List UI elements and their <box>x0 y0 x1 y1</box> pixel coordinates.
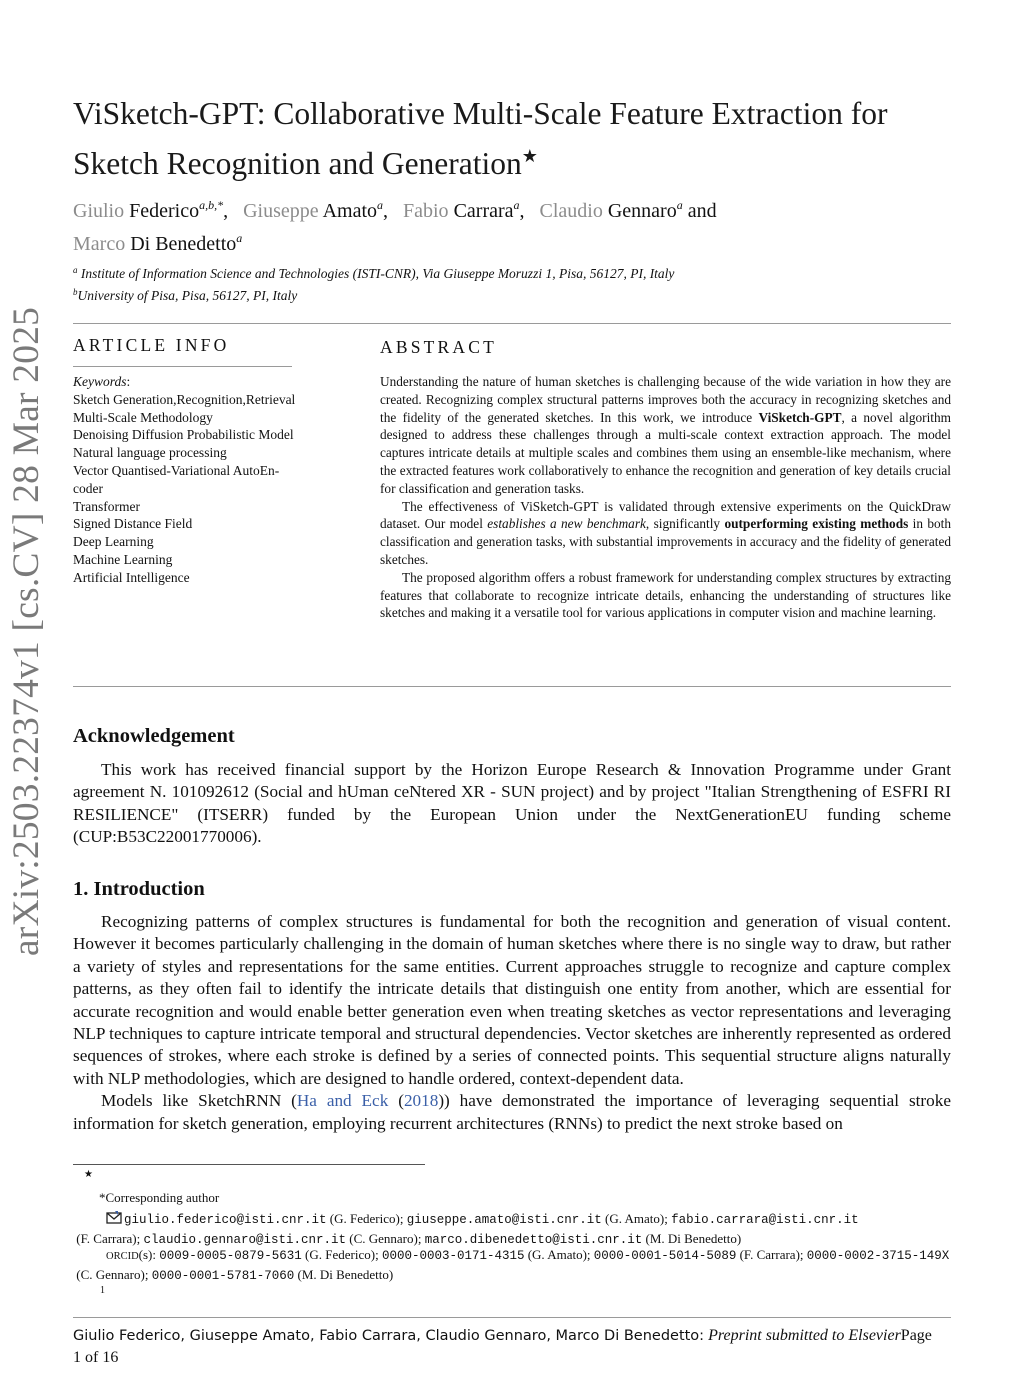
citation-year-link[interactable]: 2018 <box>403 1091 439 1111</box>
keyword-item: Vector Quantised-Variational AutoEn- <box>73 462 280 478</box>
email-link[interactable]: fabio.carrara@isti.cnr.it <box>671 1213 859 1227</box>
affiliation-marker: a <box>73 265 78 275</box>
arxiv-side-stamp <box>0 299 57 963</box>
keyword-item: Sketch Generation,Recognition,Retrieval <box>73 391 296 407</box>
author-item <box>403 200 535 222</box>
abstract-paragraph-3: The proposed algorithm offers a robust framework for understanding complex structures by extracting features that collaborate to recognize intricate details, enhancing the understanding of structures like sketches and making it a versatile tool for various applications in computer vision and machine learning. <box>380 569 951 621</box>
keyword-item: Deep Learning <box>73 534 154 550</box>
email-link[interactable]: giuseppe.amato@isti.cnr.it <box>406 1213 602 1227</box>
footer-venue: Preprint submitted to Elsevier <box>708 1327 901 1344</box>
orcid-link[interactable]: 0000-0003-0171-4315 <box>381 1249 525 1263</box>
keyword-item: Denoising Diffusion Probabilistic Model <box>73 427 294 443</box>
author-family-name: Amato <box>322 200 377 222</box>
footer-page-word: Page <box>900 1327 932 1344</box>
author-sep: and <box>682 200 717 222</box>
abstract-text: in both classification and generation tasks, with substantial improvements in accuracy and the fidelity of generated sketches. <box>380 516 951 567</box>
abstract-italic-phrase: establishes a new benchmark <box>487 516 646 532</box>
footnote-number: 1 <box>100 1285 105 1296</box>
keyword-item: Machine Learning <box>73 551 173 567</box>
author-item <box>73 233 242 255</box>
keyword-item: coder <box>73 480 103 496</box>
citation-link[interactable]: Ha and Eck <box>296 1091 389 1111</box>
intro-text: ( <box>388 1091 404 1111</box>
title-line-2 <box>73 135 953 185</box>
introduction-paragraph-2 <box>73 1090 951 1135</box>
orcid-link[interactable]: 0000-0001-5014-5089 <box>593 1249 737 1263</box>
page-footer <box>73 1325 953 1369</box>
orcid-owner: (F. Carrara); <box>736 1247 807 1262</box>
paper-title <box>73 92 953 185</box>
intro-text: Models like SketchRNN ( <box>101 1091 297 1111</box>
abstract-text: , a novel algorithm designed to address these challenges through a multi-scale context extraction approach. The model captures intricate details at multiple scales and combines them using an ensemble-like mechanism, where the extracted features work collaboratively to enhance the recognition and generation of key details crucial for classification and generation tasks. <box>380 409 951 496</box>
author-given-name: Giulio <box>73 200 125 222</box>
keywords-label: Keywords <box>73 374 127 389</box>
author-item <box>540 200 717 222</box>
author-affil-marker: a <box>236 231 243 245</box>
author-sep: , <box>223 200 239 222</box>
email-owner: (G. Amato); <box>601 1211 672 1226</box>
author-sep: , <box>383 200 398 222</box>
abstract-paragraph-2 <box>380 498 951 569</box>
keywords-colon: : <box>126 374 131 389</box>
orcid-owner: (C. Gennaro); <box>73 1266 152 1282</box>
author-given-name: Giuseppe <box>243 200 319 222</box>
acknowledgement-body <box>73 759 951 849</box>
abstract-text: The effectiveness of ViSketch-GPT is validated through extensive experiments on the QuickDraw dataset. Our model <box>380 498 951 532</box>
affiliation-b <box>73 287 953 304</box>
orcid-label: ORCID <box>106 1251 139 1262</box>
email-owner: (C. Gennaro); <box>345 1230 425 1246</box>
email-footnote <box>73 1210 951 1249</box>
footer-rule <box>73 1317 951 1318</box>
orcid-owner: (G. Amato); <box>524 1247 594 1262</box>
orcid-footnote <box>73 1246 951 1285</box>
title-line-2-text: Sketch Recognition and Generation <box>73 146 522 181</box>
author-family-name: Federico <box>129 200 200 222</box>
keyword-item: Transformer <box>73 498 140 514</box>
abstract-bold-term: ViSketch-GPT <box>758 409 842 425</box>
author-list <box>73 192 953 258</box>
divider-top <box>73 323 951 324</box>
abstract-bold-phrase: outperforming existing methods <box>724 516 909 532</box>
orcid-suffix: (s): <box>138 1247 160 1262</box>
orcid-link[interactable]: 0000-0001-5781-7060 <box>151 1268 295 1283</box>
author-affil-marker: a <box>513 198 520 212</box>
divider-bottom <box>73 686 951 687</box>
keywords-label-line <box>73 373 333 391</box>
keyword-item: Artificial Intelligence <box>73 569 190 585</box>
author-sep: , <box>519 200 535 222</box>
keyword-item: Signed Distance Field <box>73 516 193 532</box>
affiliation-a <box>73 265 953 282</box>
title-line-1: ViSketch-GPT: Collaborative Multi-Scale Feature Extraction for <box>73 96 888 131</box>
introduction-body <box>73 911 951 1135</box>
abstract-paragraph-1 <box>380 373 951 498</box>
abstract-heading: ABSTRACT <box>380 337 498 357</box>
footer-page-number: 1 of 16 <box>73 1349 119 1366</box>
orcid-owner: (G. Federico); <box>301 1247 382 1262</box>
email-owner: (G. Federico); <box>326 1211 407 1226</box>
affiliation-marker: b <box>73 287 78 297</box>
orcid-owner: (M. Di Benedetto) <box>294 1266 394 1282</box>
article-info-rule <box>73 366 292 367</box>
orcid-link[interactable]: 0009-0005-0879-5631 <box>159 1249 302 1263</box>
abstract-body <box>380 373 951 622</box>
footnote-star: ★ <box>84 1169 93 1180</box>
corresponding-author-note: *Corresponding author <box>99 1190 220 1205</box>
abstract-text: , significantly <box>645 516 725 532</box>
article-info-heading: ARTICLE INFO <box>73 335 230 355</box>
acknowledgement-heading: Acknowledgement <box>73 725 235 747</box>
arxiv-id-text: arXiv:2503.22374v1 [cs.CV] 28 Mar 2025 <box>6 306 48 956</box>
abstract-text: Understanding the nature of human sketches is challenging because of the wide variation in how they are created. Recognizing complex structural patterns improves both the accuracy in recognizing sketches and the fidelity of the generated sketches. In this work, we introduce <box>380 374 951 425</box>
author-item <box>73 200 238 222</box>
author-item <box>243 200 398 222</box>
keyword-item: Natural language processing <box>73 445 227 461</box>
email-owner: (M. Di Benedetto) <box>642 1230 742 1246</box>
envelope-icon <box>106 1211 122 1224</box>
introduction-heading: 1. Introduction <box>73 878 205 900</box>
author-family-name: Carrara <box>453 200 514 222</box>
author-given-name: Marco <box>73 233 126 255</box>
keywords-list <box>73 373 333 587</box>
author-family-name: Di Benedetto <box>130 233 237 255</box>
email-owner: (F. Carrara); <box>73 1230 144 1246</box>
author-family-name: Gennaro <box>607 200 677 222</box>
author-affil-marker: a <box>676 198 683 212</box>
author-given-name: Fabio <box>403 200 449 222</box>
email-link[interactable]: claudio.gennaro@isti.cnr.it <box>143 1232 346 1247</box>
author-affil-marker: a,b,* <box>199 198 224 212</box>
acknowledgement-paragraph: This work has received financial support by the Horizon Europe Research & Innovation Programme under Grant agreement N. 101092612 (Social and hUman ceNtered XR - SUN project) and by project "Italian Strengthening of ESFRI RI RESILIENCE" (ITSERR) funded by the European Union under the NextGenerationEU funding scheme (CUP:B53C22001770006). <box>73 760 951 847</box>
footnote-rule <box>73 1164 425 1165</box>
author-given-name: Claudio <box>539 200 603 222</box>
email-link[interactable]: giulio.federico@isti.cnr.it <box>124 1213 327 1227</box>
orcid-link[interactable]: 0000-0002-3715-149X <box>806 1249 950 1263</box>
footer-authors: Giulio Federico, Giuseppe Amato, Fabio Carrara, Claudio Gennaro, Marco Di Benedetto: <box>73 1328 705 1344</box>
intro-text: )) have demonstrated the importance of leveraging sequential stroke information for sketch generation, employing recurrent architectures (RNNs) to predict the next stroke based on <box>73 1091 951 1133</box>
affiliation-text: University of Pisa, Pisa, 56127, PI, Italy <box>77 288 298 303</box>
title-star-mark: ★ <box>521 146 538 166</box>
affiliation-text: Institute of Information Science and Technologies (ISTI-CNR), Via Giuseppe Moruzzi 1, Pisa, 56127, PI, Italy <box>77 266 675 281</box>
author-affil-marker: a <box>377 198 383 212</box>
email-link[interactable]: marco.dibenedetto@isti.cnr.it <box>424 1232 643 1247</box>
keyword-item: Multi-Scale Methodology <box>73 409 213 425</box>
introduction-paragraph-1: Recognizing patterns of complex structures is fundamental for both the recognition and generation of visual content. However it becomes particularly challenging in the domain of human sketches where there is no single way to draw, but rather a variety of styles and representations for the same entities. Current approaches struggle to recognize and capture complex patterns, as they often fail to identify the intricate details that distinguish one entity from another, which are essential for accurate recognition and would enable better generation even when treating sketches as vector representations and leveraging NLP techniques to capture intricate temporal and structural dependencies. Vector sketches are inherently represented as ordered sequences of strokes, where each stroke is defined by a series of connected points. This sequential structure aligns naturally with NLP methodologies, which are designed to handle ordered, context-dependent data. <box>73 912 951 1088</box>
